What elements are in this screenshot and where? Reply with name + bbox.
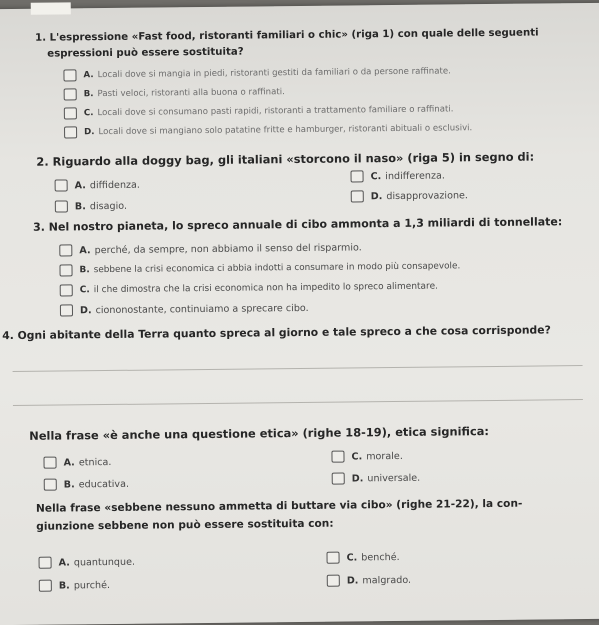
q5-option-d[interactable]: D. universale.	[332, 472, 421, 485]
q5-option-b[interactable]: B. educativa.	[44, 478, 129, 491]
q3-option-b[interactable]: B. sebbene la crisi economica ci abbia indotti a consumare in modo più consapevole.	[59, 260, 460, 276]
tape-strip	[31, 2, 71, 14]
q2-title: 2. Riguardo alla doggy bag, gli italiani «storcono il naso» (riga 5) in segno di:	[36, 149, 535, 169]
q1-title-cont: espressioni può essere sostituita?	[47, 46, 244, 60]
q6-option-a[interactable]: A. quantunque.	[39, 556, 136, 569]
checkbox[interactable]	[43, 457, 56, 469]
checkbox[interactable]	[64, 126, 77, 138]
answer-line	[13, 399, 583, 406]
checkbox[interactable]	[55, 200, 68, 212]
q5-title: Nella frase «è anche una questione etica» (righe 18-19), etica significa:	[29, 424, 489, 443]
checkbox[interactable]	[60, 284, 73, 296]
checkbox[interactable]	[64, 88, 77, 100]
q6-option-c[interactable]: C. benché.	[326, 551, 399, 564]
answer-line	[13, 365, 583, 372]
checkbox[interactable]	[63, 69, 76, 81]
q1-title: 1. L'espressione «Fast food, ristoranti familiari o chic» (riga 1) con quale delle seguenti	[35, 27, 539, 44]
checkbox[interactable]	[44, 479, 57, 491]
checkbox[interactable]	[351, 190, 364, 202]
q6-title-cont: giunzione sebbene non può essere sostituita con:	[36, 517, 334, 533]
q3-option-d[interactable]: D. ciononostante, continuiamo a sprecare cibo.	[60, 302, 309, 317]
checkbox[interactable]	[39, 557, 52, 569]
q2-option-b[interactable]: B. disagio.	[55, 200, 127, 213]
checkbox[interactable]	[327, 575, 340, 587]
checkbox[interactable]	[332, 473, 345, 485]
checkbox[interactable]	[59, 244, 72, 256]
q1-option-b[interactable]: B. Pasti veloci, ristoranti alla buona o raffinati.	[64, 86, 285, 100]
q6-option-b[interactable]: B. purché.	[39, 579, 110, 592]
q3-option-c[interactable]: C. il che dimostra che la crisi economica non ha impedito lo spreco alimentare.	[60, 281, 438, 297]
q3-title: 3. Nel nostro pianeta, lo spreco annuale di cibo ammonta a 1,3 miliardi di tonnellate:	[33, 215, 563, 234]
checkbox[interactable]	[39, 580, 52, 592]
q3-option-a[interactable]: A. perché, da sempre, non abbiamo il senso del risparmio.	[59, 241, 362, 256]
checkbox[interactable]	[59, 264, 72, 276]
q1-option-d[interactable]: D. Locali dove si mangiano solo patatine fritte e hamburger, ristoranti abituali o esclusivi.	[64, 122, 472, 138]
q1-option-c[interactable]: C. Locali dove si consumano pasti rapidi, ristoranti a trattamento familiare o raffinati.	[64, 103, 454, 119]
q2-option-d[interactable]: D. disapprovazione.	[351, 189, 468, 202]
q4-title: 4. Ogni abitante della Terra quanto spreca al giorno e tale spreco a che cosa corrisponde?	[2, 323, 551, 343]
checkbox[interactable]	[350, 170, 363, 182]
checkbox[interactable]	[331, 451, 344, 463]
checkbox[interactable]	[326, 552, 339, 564]
q1-option-a[interactable]: A. Locali dove si mangia in piedi, ristoranti gestiti da familiari o da persone raffinate.	[63, 65, 450, 81]
worksheet-page	[0, 3, 599, 625]
q5-option-a[interactable]: A. etnica.	[43, 456, 111, 469]
checkbox[interactable]	[64, 107, 77, 119]
q2-option-a[interactable]: A. diffidenza.	[55, 179, 140, 192]
q6-option-d[interactable]: D. malgrado.	[327, 574, 411, 587]
q2-option-c[interactable]: C. indifferenza.	[350, 169, 445, 182]
q5-option-c[interactable]: C. morale.	[331, 450, 402, 463]
checkbox[interactable]	[55, 179, 68, 191]
checkbox[interactable]	[60, 304, 73, 316]
q6-title: Nella frase «sebbene nessuno ammetta di buttare via cibo» (righe 21-22), la con-	[35, 497, 523, 515]
